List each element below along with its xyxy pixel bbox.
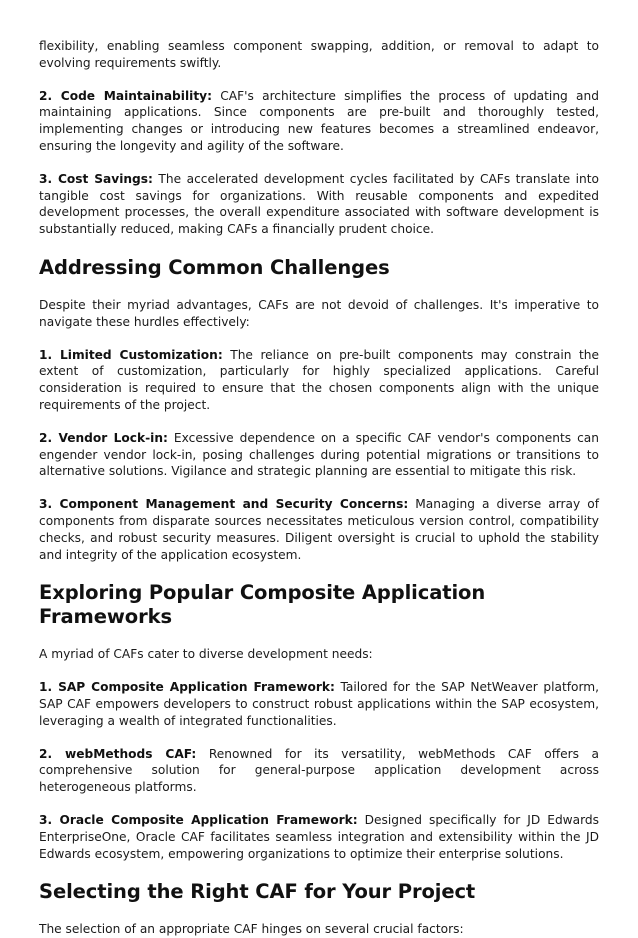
section-heading-frameworks: Exploring Popular Composite Application Frameworks [39,581,486,629]
section-heading-challenges: Addressing Common Challenges [39,255,390,279]
challenge-label: 2. Vendor Lock-in: [39,430,168,445]
framework-text: Designed specifically for JD Edwards EnterpriseOne, Oracle CAF facilitates seamless integration and extensibility within the JD Edwards ecosystem, empowering organizations to optimize their enterprise solutions. [39,812,599,861]
selecting-intro: The selection of an appropriate CAF hinges on several crucial factors: [39,922,464,937]
benefit-text: CAF's architecture simplifies the process of updating and maintaining applications. Since components are pre-built and thoroughly tested, implementing changes or introducing new features becomes a streamlined endeavor, ensuring the longevity and agility of the software. [39,88,599,153]
challenge-label: 1. Limited Customization: [39,347,223,362]
framework-oracle [39,812,599,862]
framework-webmethods [39,746,599,796]
benefit-text: The accelerated development cycles facilitated by CAFs translate into tangible cost savings for organizations. With reusable components and expedited development processes, the overall expenditure associated with software development is substantially reduced, making CAFs a financially prudent choice. [39,171,599,237]
framework-sap [39,679,599,729]
benefit-code-maintainability [39,88,599,155]
challenge-text: Excessive dependence on a specific CAF vendor's components can engender vendor lock-in, posing challenges during potential migrations or transitions to alternative solutions. Vigilance and strategic planning are essential to mitigate this risk. [39,430,600,479]
frameworks-intro: A myriad of CAFs cater to diverse development needs: [39,647,373,662]
intro-continuation-paragraph: flexibility, enabling seamless component swapping, addition, or removal to adapt to evolving requirements swiftly. [39,39,599,70]
challenges-intro: Despite their myriad advantages, CAFs are not devoid of challenges. It's imperative to navigate these hurdles effectively: [39,297,599,329]
framework-text: Renowned for its versatility, webMethods CAF offers a comprehensive solution for general-purpose application development across heterogeneous platforms. [39,746,599,795]
challenge-component-management [39,496,599,563]
framework-label: 3. Oracle Composite Application Framework: [39,812,358,827]
benefit-cost-savings [39,171,599,238]
benefit-label: 2. Code Maintainability: [39,88,212,103]
section-heading-selecting: Selecting the Right CAF for Your Project [39,880,476,904]
framework-label: 1. SAP Composite Application Framework: [39,680,335,695]
challenge-text: The reliance on pre-built components may constrain the extent of customization, particularly for highly specialized applications. Careful consideration is required to ensure that the chosen components align with the unique requirements of the project. [39,347,599,412]
challenge-vendor-lock-in [39,430,599,480]
framework-text: Tailored for the SAP NetWeaver platform, SAP CAF empowers developers to construct robust applications within the SAP ecosystem, leveraging a wealth of integrated functionalities. [39,680,600,728]
challenge-limited-customization [39,347,599,414]
framework-label: 2. webMethods CAF: [39,746,197,761]
benefit-label: 3. Cost Savings: [39,171,153,186]
challenge-text: Managing a diverse array of components from disparate sources necessitates meticulous version control, compatibility checks, and robust security measures. Diligent oversight is crucial to uphold the stability and integrity of the application ecosystem. [39,497,600,562]
challenge-label: 3. Component Management and Security Concerns: [39,497,409,512]
